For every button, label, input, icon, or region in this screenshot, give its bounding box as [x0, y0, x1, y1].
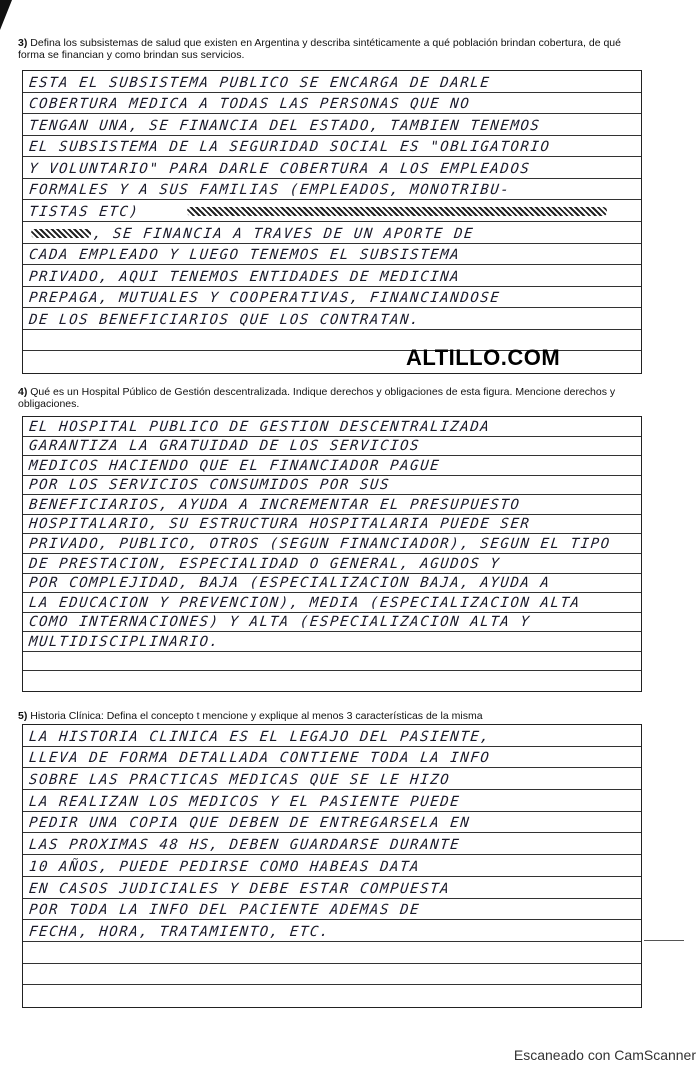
pen-stroke-mark — [644, 940, 684, 941]
answer-box-5 — [22, 724, 642, 1008]
answer-line — [23, 200, 641, 222]
answer-line — [23, 964, 641, 986]
answer-line — [23, 308, 641, 330]
answer-line — [23, 920, 641, 942]
answer-line — [23, 747, 641, 769]
answer-line — [23, 899, 641, 921]
question-5-text: Historia Clínica: Defina el concepto t mencione y explique al menos 3 características de la misma — [30, 710, 483, 722]
handwritten-text: LA EDUCACION Y PREVENCION), MEDIA (ESPECIALIZACION ALTA — [28, 594, 582, 611]
handwritten-text: Y VOLUNTARIO" PARA DARLE COBERTURA A LOS EMPLEADOS — [28, 160, 532, 177]
answer-line — [23, 136, 641, 158]
handwritten-text: PEDIR UNA COPIA QUE DEBEN DE ENTREGARSELA EN — [28, 815, 472, 832]
crossed-out-text — [31, 229, 91, 238]
scanner-footer: Escaneado con CamScanner — [513, 1047, 696, 1063]
question-3-text: Defina los subsistemas de salud que existen en Argentina y describa sintéticamente a qué población brindan cobertura, de qué forma se financian y como brindan sus servicios. — [18, 37, 621, 61]
handwritten-text: MEDICOS HACIENDO QUE EL FINANCIADOR PAGUE — [28, 457, 442, 474]
handwritten-text: PRIVADO, PUBLICO, OTROS (SEGUN FINANCIADOR), SEGUN EL TIPO — [28, 535, 612, 552]
answer-line — [23, 632, 641, 652]
scan-corner-mark — [0, 0, 12, 30]
answer-line — [23, 652, 641, 672]
handwritten-text: TENGAN UNA, SE FINANCIA DEL ESTADO, TAMBIEN TENEMOS — [28, 117, 542, 134]
handwritten-text: FECHA, HORA, TRATAMIENTO, ETC. — [28, 923, 331, 940]
answer-line — [23, 437, 641, 457]
question-3-prompt — [18, 37, 643, 61]
handwritten-text: SOBRE LAS PRACTICAS MEDICAS QUE SE LE HIZO — [28, 772, 452, 789]
handwritten-text: COBERTURA MEDICA A TODAS LAS PERSONAS QUE NO — [28, 96, 472, 113]
handwritten-text: EL SUBSISTEMA DE LA SEGURIDAD SOCIAL ES "OBLIGATORIO — [28, 139, 552, 156]
question-4-number: 4) — [18, 386, 28, 398]
handwritten-text: DE LOS BENEFICIARIOS QUE LOS CONTRATAN. — [28, 311, 421, 328]
handwritten-text: POR TODA LA INFO DEL PACIENTE ADEMAS DE — [28, 902, 421, 919]
handwritten-text: HOSPITALARIO, SU ESTRUCTURA HOSPITALARIA PUEDE SER — [28, 516, 532, 533]
answer-line — [23, 574, 641, 594]
answer-line — [23, 93, 641, 115]
answer-line — [23, 613, 641, 633]
answer-line — [23, 179, 641, 201]
handwritten-text: ESTA EL SUBSISTEMA PUBLICO SE ENCARGA DE DARLE — [28, 74, 492, 91]
answer-line — [23, 114, 641, 136]
handwritten-text: 10 AÑOS, PUEDE PEDIRSE COMO HABEAS DATA — [28, 858, 421, 875]
answer-line — [23, 287, 641, 309]
answer-line — [23, 495, 641, 515]
handwritten-text: COMO INTERNACIONES) Y ALTA (ESPECIALIZACION ALTA Y — [28, 614, 532, 631]
handwritten-text: POR LOS SERVICIOS CONSUMIDOS POR SUS — [28, 477, 391, 494]
answer-line — [23, 265, 641, 287]
question-4-text: Qué es un Hospital Público de Gestión descentralizada. Indique derechos y obligaciones de esta figura. Mencione derechos y obligaciones. — [18, 386, 616, 410]
answer-line — [23, 476, 641, 496]
answer-line — [23, 534, 641, 554]
handwritten-text: LAS PROXIMAS 48 HS, DEBEN GUARDARSE DURANTE — [28, 837, 462, 854]
handwritten-text: EL HOSPITAL PUBLICO DE GESTION DESCENTRALIZADA — [28, 418, 492, 435]
answer-line — [23, 71, 641, 93]
handwritten-text: EN CASOS JUDICIALES Y DEBE ESTAR COMPUESTA — [28, 880, 452, 897]
answer-line — [23, 877, 641, 899]
answer-line — [23, 812, 641, 834]
answer-line — [23, 855, 641, 877]
answer-line — [23, 671, 641, 691]
answer-line — [23, 515, 641, 535]
answer-line — [23, 417, 641, 437]
handwritten-text: MULTIDISCIPLINARIO. — [28, 633, 221, 650]
answer-box-3 — [22, 70, 642, 374]
answer-line — [23, 244, 641, 266]
handwritten-text: BENEFICIARIOS, AYUDA A INCREMENTAR EL PRESUPUESTO — [28, 496, 522, 513]
watermark: ALTILLO.COM — [406, 345, 561, 370]
question-5-prompt — [18, 710, 643, 722]
handwritten-text: LA HISTORIA CLINICA ES EL LEGAJO DEL PASIENTE, — [28, 728, 492, 745]
answer-line — [23, 833, 641, 855]
handwritten-text: PRIVADO, AQUI TENEMOS ENTIDADES DE MEDICINA — [28, 268, 462, 285]
crossed-out-text — [187, 207, 607, 216]
handwritten-text: TISTAS ETC) — [28, 203, 141, 220]
answer-line — [23, 222, 641, 244]
question-4-prompt — [18, 386, 643, 410]
handwritten-text: LA REALIZAN LOS MEDICOS Y EL PASIENTE PUEDE — [28, 793, 462, 810]
handwritten-text: LLEVA DE FORMA DETALLADA CONTIENE TODA LA INFO — [28, 750, 492, 767]
question-5-number: 5) — [18, 710, 28, 722]
handwritten-text: FORMALES Y A SUS FAMILIAS (EMPLEADOS, MONOTRIBU- — [28, 182, 512, 199]
handwritten-text: , SE FINANCIA A TRAVES DE UN APORTE DE — [92, 225, 475, 242]
handwritten-text: GARANTIZA LA GRATUIDAD DE LOS SERVICIOS — [28, 438, 421, 455]
answer-line — [23, 790, 641, 812]
handwritten-text: DE PRESTACION, ESPECIALIDAD O GENERAL, AGUDOS Y — [28, 555, 502, 572]
answer-box-4 — [22, 416, 642, 692]
handwritten-text: CADA EMPLEADO Y LUEGO TENEMOS EL SUBSISTEMA — [28, 247, 462, 264]
answer-line — [23, 554, 641, 574]
answer-line — [23, 157, 641, 179]
answer-line — [23, 985, 641, 1007]
handwritten-text: PREPAGA, MUTUALES Y COOPERATIVAS, FINANCIANDOSE — [28, 290, 502, 307]
answer-line — [23, 456, 641, 476]
handwritten-text: POR COMPLEJIDAD, BAJA (ESPECIALIZACION BAJA, AYUDA A — [28, 575, 552, 592]
answer-line — [23, 942, 641, 964]
answer-line — [23, 725, 641, 747]
answer-line — [23, 593, 641, 613]
question-3-number: 3) — [18, 37, 28, 49]
answer-line — [23, 768, 641, 790]
